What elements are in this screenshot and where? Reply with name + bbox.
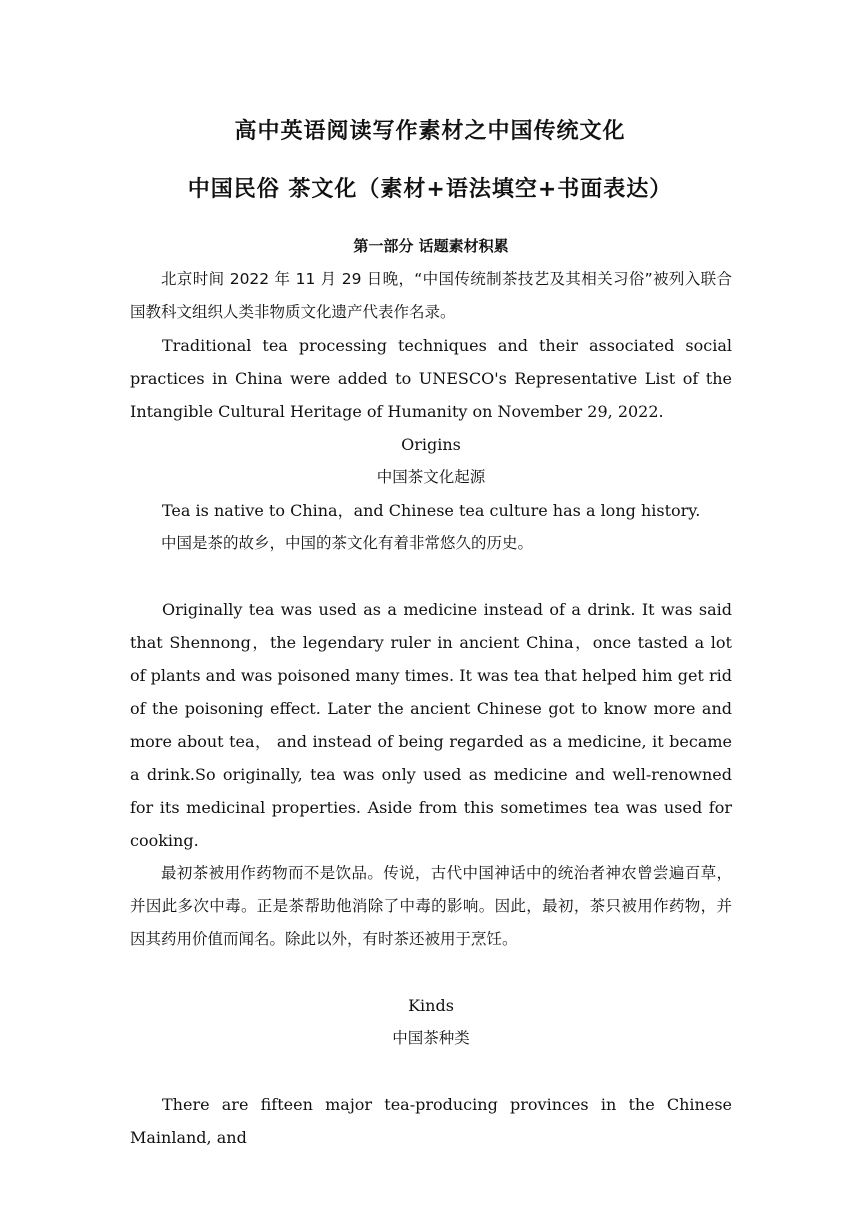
- document-title: 高中英语阅读写作素材之中国传统文化: [234, 119, 626, 144]
- document-body: [130, 230, 732, 1154]
- origins-paragraph-en-2: Originally tea was used as a medicine instead of a drink. It was said that Shennong，the legendary ruler in ancient China，once tasted a lot of plants and was poisoned many times. It was tea that helped him get rid of the poisoning effect. Later the ancient Chinese got to know more and more about tea， and instead of being regarded as a medicine, it became a drink.So originally, tea was only used as medicine and well-renowned for its medicinal properties. Aside from this sometimes tea was used for cooking.: [130, 600, 732, 850]
- kinds-paragraph-en-1: There are fifteen major tea-producing provinces in the Chinese Mainland, and: [130, 1095, 732, 1147]
- intro-paragraph-en: Traditional tea processing techniques and their associated social practices in China were added to UNESCO's Representative List of the Intangible Cultural Heritage of Humanity on November 29, 2022.: [130, 336, 732, 421]
- origins-paragraph-cn-1: 中国是茶的故乡，中国的茶文化有着非常悠久的历史。: [161, 534, 534, 552]
- intro-paragraph-cn: 北京时间 2022 年 11 月 29 日晚，“中国传统制茶技艺及其相关习俗”被列入联合国教科文组织人类非物质文化遗产代表作名录。: [130, 270, 732, 321]
- kinds-heading-cn: 中国茶种类: [392, 1029, 470, 1047]
- kinds-heading-en: Kinds: [408, 996, 454, 1015]
- spacer: [130, 560, 732, 593]
- section-heading: 第一部分 话题素材积累: [353, 237, 509, 255]
- spacer: [130, 956, 732, 989]
- document-subtitle: 中国民俗 茶文化（素材+语法填空+书面表达）: [187, 177, 673, 202]
- origins-paragraph-en-1: Tea is native to China，and Chinese tea culture has a long history.: [162, 501, 701, 520]
- origins-paragraph-cn-2: 最初茶被用作药物而不是饮品。传说，古代中国神话中的统治者神农曾尝遍百草，并因此多次中毒。正是茶帮助他消除了中毒的影响。因此，最初，茶只被用作药物，并因其药用价值而闻名。除此以外，有时茶还被用于烹饪。: [130, 864, 732, 948]
- origins-heading-cn: 中国茶文化起源: [376, 468, 486, 486]
- origins-heading-en: Origins: [401, 435, 461, 454]
- spacer: [130, 1055, 732, 1088]
